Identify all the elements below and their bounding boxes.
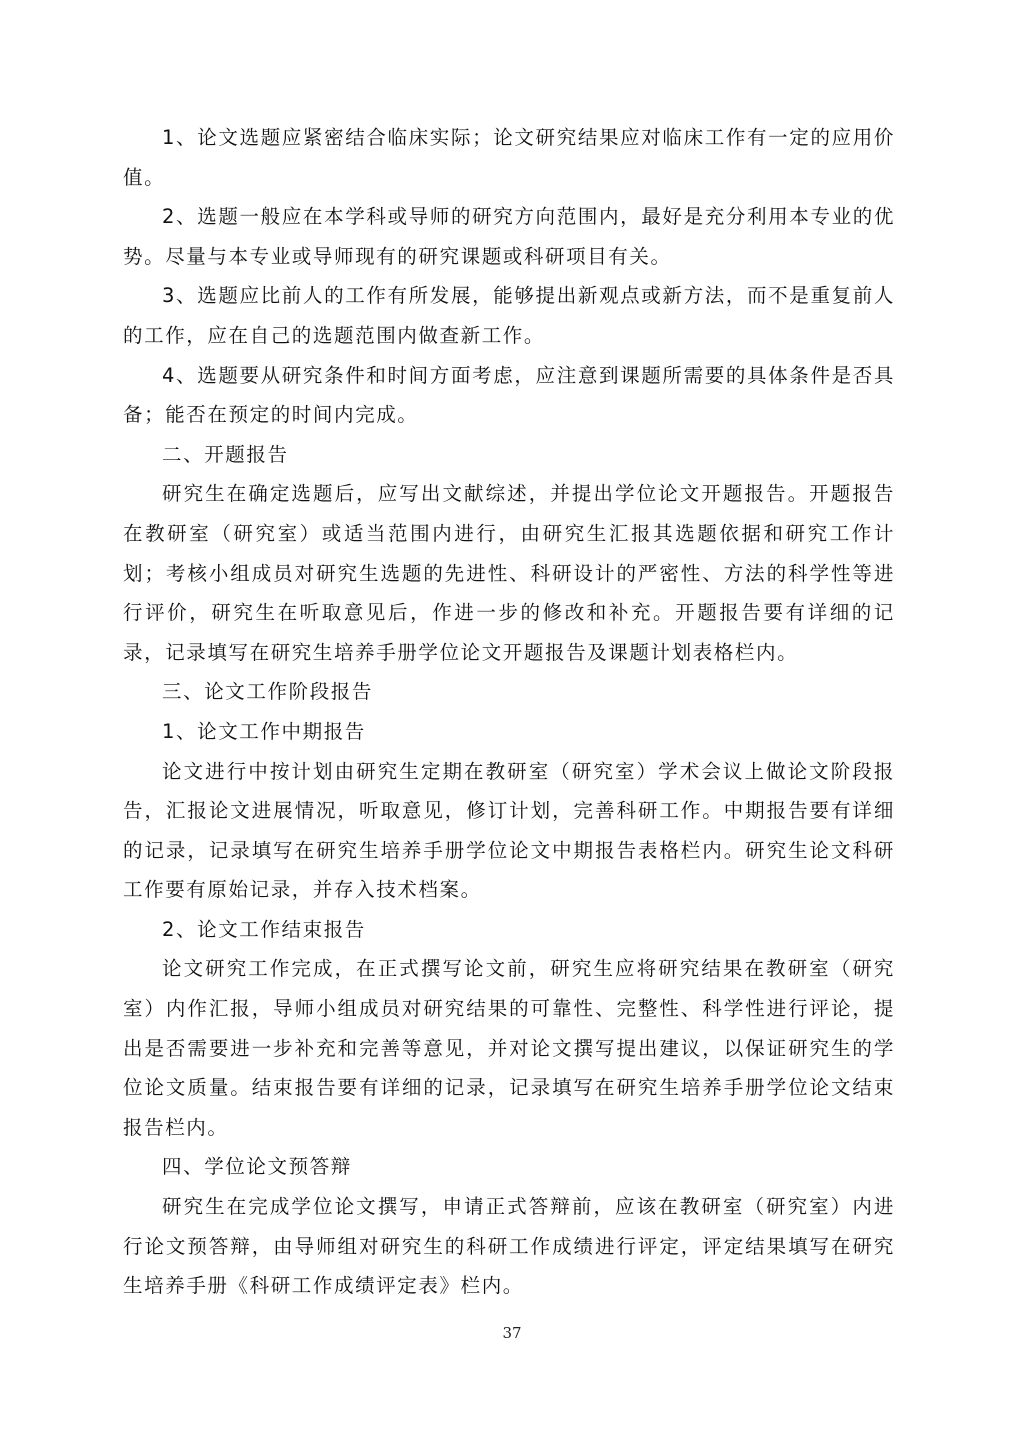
section-heading-stage-report: 三、论文工作阶段报告 bbox=[162, 680, 374, 704]
section-heading-proposal-report: 二、开题报告 bbox=[162, 442, 289, 466]
paragraph-topic-criterion-4: 4、选题要从研究条件和时间方面考虑，应注意到课题所需要的具体条件是否具备；能否在预定的时间内完成。 bbox=[123, 363, 895, 427]
paragraph-proposal-report: 研究生在确定选题后，应写出文献综述，并提出学位论文开题报告。开题报告在教研室（研究室）或适当范围内进行，由研究生汇报其选题依据和研究工作计划；考核小组成员对研究生选题的先进性、科研设计的严密性、方法的科学性等进行评价，研究生在听取意见后，作进一步的修改和补充。开题报告要有详细的记录，记录填写在研究生培养手册学位论文开题报告及课题计划表格栏内。 bbox=[123, 482, 895, 664]
section-heading-pre-defense: 四、学位论文预答辩 bbox=[162, 1155, 352, 1179]
subsection-heading-final-report: 2、论文工作结束报告 bbox=[162, 917, 366, 941]
paragraph-midterm-report: 论文进行中按计划由研究生定期在教研室（研究室）学术会议上做论文阶段报告，汇报论文进展情况，听取意见，修订计划，完善科研工作。中期报告要有详细的记录，记录填写在研究生培养手册学位论文中期报告表格栏内。研究生论文科研工作要有原始记录，并存入技术档案。 bbox=[123, 759, 895, 902]
document-body bbox=[123, 118, 895, 1306]
paragraph-topic-criterion-1: 1、论文选题应紧密结合临床实际；论文研究结果应对临床工作有一定的应用价值。 bbox=[123, 126, 895, 189]
subsection-heading-midterm-report: 1、论文工作中期报告 bbox=[162, 719, 366, 743]
paragraph-final-report: 论文研究工作完成，在正式撰写论文前，研究生应将研究结果在教研室（研究室）内作汇报，导师小组成员对研究结果的可靠性、完整性、科学性进行评论，提出是否需要进一步补充和完善等意见，并对论文撰写提出建议，以保证研究生的学位论文质量。结束报告要有详细的记录，记录填写在研究生培养手册学位论文结束报告栏内。 bbox=[123, 957, 895, 1139]
paragraph-pre-defense: 研究生在完成学位论文撰写，申请正式答辩前，应该在教研室（研究室）内进行论文预答辩，由导师组对研究生的科研工作成绩进行评定，评定结果填写在研究生培养手册《科研工作成绩评定表》栏内。 bbox=[123, 1195, 895, 1298]
paragraph-topic-criterion-3: 3、选题应比前人的工作有所发展，能够提出新观点或新方法，而不是重复前人的工作，应在自己的选题范围内做查新工作。 bbox=[123, 284, 895, 347]
page-number: 37 bbox=[502, 1324, 522, 1342]
paragraph-topic-criterion-2: 2、选题一般应在本学科或导师的研究方向范围内，最好是充分利用本专业的优势。尽量与本专业或导师现有的研究课题或科研项目有关。 bbox=[123, 205, 895, 268]
